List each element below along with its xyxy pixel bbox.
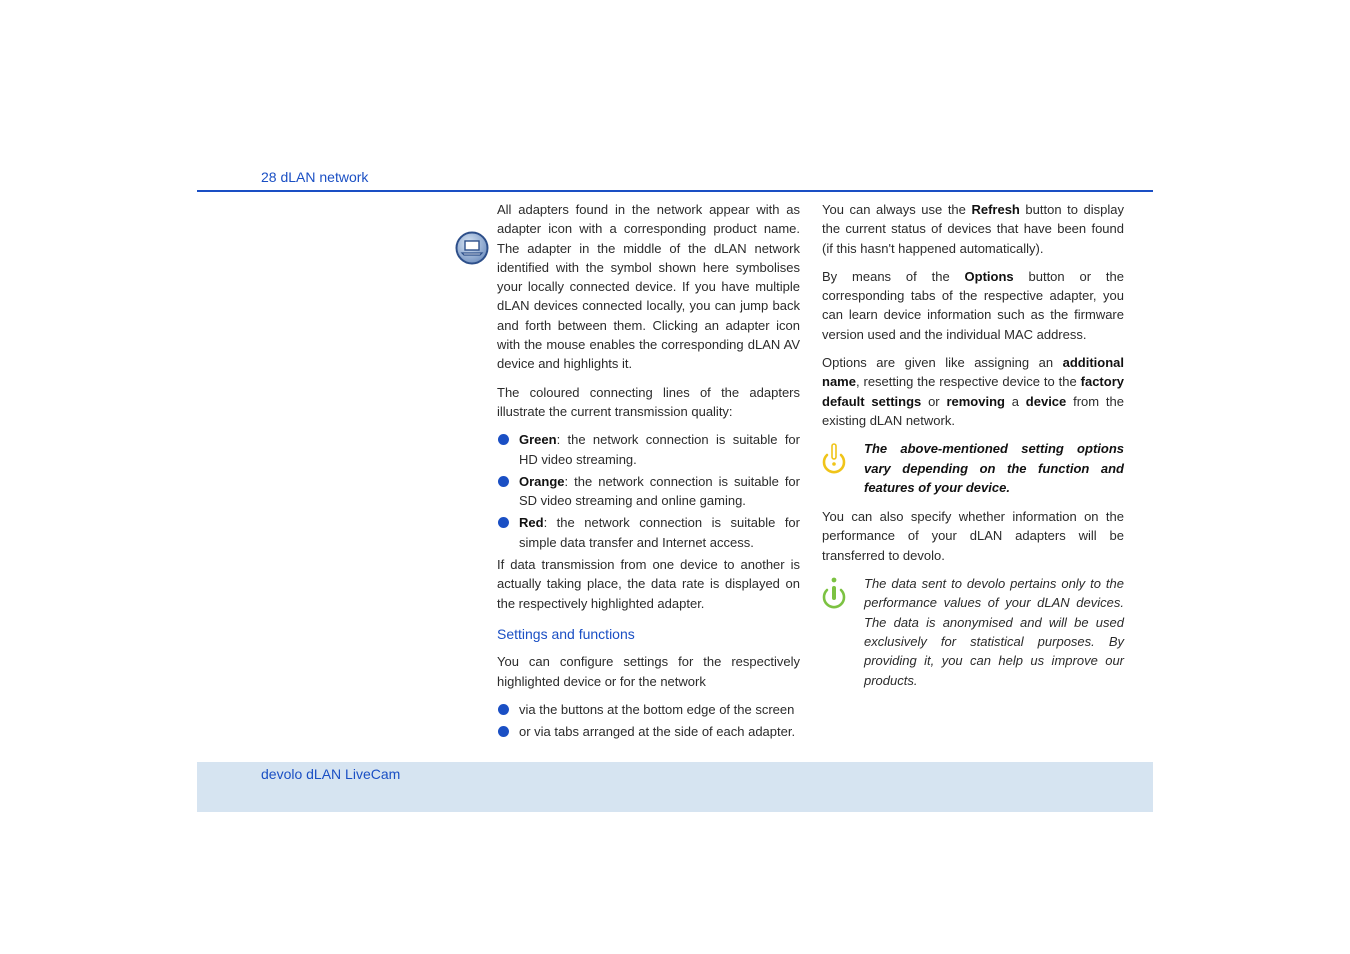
bullet-dot bbox=[498, 434, 509, 445]
options-list bbox=[497, 700, 800, 742]
configure-text: You can configure settings for the respectively highlighted device or for the network bbox=[497, 654, 800, 689]
right-column bbox=[822, 200, 1124, 700]
section-heading: Settings and functions bbox=[497, 625, 635, 642]
performance-text: You can also specify whether information on the performance of your dLAN adapters will be transferred to devolo. bbox=[822, 509, 1124, 563]
page-header-title: 28 dLAN network bbox=[261, 169, 369, 185]
page-footer-title: devolo dLAN LiveCam bbox=[261, 766, 401, 782]
warning-text: The above-mentioned setting options vary depending on the function and features of your device. bbox=[864, 441, 1124, 495]
lightbulb-warning-icon bbox=[820, 441, 848, 479]
info-note bbox=[822, 574, 1124, 690]
list-item: Orange: the network connection is suitable for SD video streaming and online gaming. bbox=[497, 472, 800, 511]
page-footer bbox=[197, 762, 1153, 812]
options-text: By means of the Options button or the corresponding tabs of the respective adapter, you can learn device information such as the firmware version used and the individual MAC address. bbox=[822, 268, 1124, 342]
adapter-description: All adapters found in the network appear with as adapter icon with a corresponding product name. The adapter in the middle of the dLAN network identified with the symbol shown here symbolises your locally connected device. If you have multiple dLAN devices connected locally, you can jump back and forth between them. Clicking an adapter icon with the mouse enables the corresponding dLAN AV device and highlights it. bbox=[497, 202, 800, 372]
connecting-lines-intro: The coloured connecting lines of the adapters illustrate the current transmission quality: bbox=[497, 384, 800, 419]
quality-list bbox=[497, 430, 800, 552]
page-header bbox=[197, 168, 1153, 192]
computer-adapter-icon bbox=[455, 231, 489, 265]
list-item: Red: the network connection is suitable for simple data transfer and Internet access. bbox=[497, 513, 800, 552]
bullet-dot bbox=[498, 726, 509, 737]
bullet-dot bbox=[498, 476, 509, 487]
data-rate-text: If data transmission from one device to another is actually taking place, the data rate is displayed on the respectively highlighted adapter. bbox=[497, 557, 800, 611]
left-column bbox=[497, 200, 800, 744]
options-given-text: Options are given like assigning an additional name, resetting the respective device to the factory default settings or removing a device from the existing dLAN network. bbox=[822, 355, 1124, 428]
info-icon bbox=[820, 576, 848, 614]
warning-note bbox=[822, 439, 1124, 497]
list-item: or via tabs arranged at the side of each adapter. bbox=[497, 722, 800, 741]
bullet-dot bbox=[498, 704, 509, 715]
bullet-dot bbox=[498, 517, 509, 528]
info-text: The data sent to devolo pertains only to the performance values of your dLAN devices. The data is anonymised and will be used exclusively for statistical purposes. By providing it, you can help us improve our products. bbox=[864, 576, 1124, 688]
list-item: Green: the network connection is suitable for HD video streaming. bbox=[497, 430, 800, 469]
refresh-text: You can always use the Refresh button to display the current status of devices that have been found (if this hasn't happened automatically). bbox=[822, 202, 1124, 256]
list-item: via the buttons at the bottom edge of the screen bbox=[497, 700, 800, 719]
